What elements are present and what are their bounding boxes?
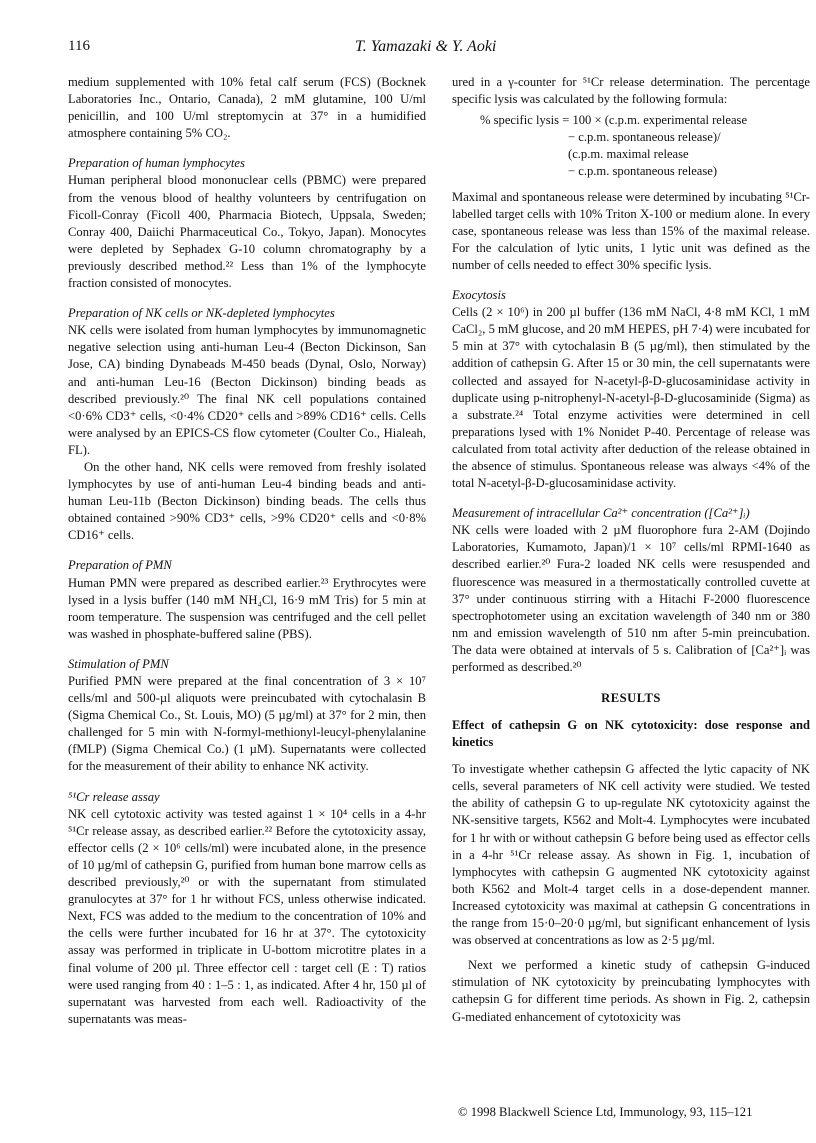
- heading-pmn: Preparation of PMN: [68, 558, 172, 573]
- paragraph-maximal-release: Maximal and spontaneous release were determined by incubating ⁵¹Cr-labelled target cells with 10% Triton X-100 or medium alone. In every case, spontaneous release was less than 15% of the maximal release. For the calculation of lytic units, 1 lytic unit was defined as the number of cells needed to effect 30% specific lysis.: [452, 189, 810, 272]
- paragraph-intro: medium supplemented with 10% fetal calf serum (FCS) (Bocknek Laboratories Inc., Ontario, Canada), 2 mM glutamine, 100 U/ml penicillin, and 100 U/ml streptomycin at 37° in a humidified atmosphere containing 5% CO₂.: [68, 75, 426, 141]
- page-number: 116: [68, 38, 90, 54]
- paragraph-exocytosis: Cells (2 × 10⁶) in 200 µl buffer (136 mM NaCl, 4·8 mM KCl, 1 mM CaCl₂, 5 mM glucose, and 20 mM HEPES, pH 7·4) were incubated for 5 min at 37° with cytochalasin B (5 µg/ml), then stimulated by the addition of cathepsin G. After 15 or 30 min, the cell supernatants were collected and assayed for N-acetyl-β-D-glucosaminidase activity in duplicate using p-nitrophenyl-N-acetyl-β-D-glucosaminide (Sigma) as a substrate.²⁴ Total enzyme activities were determined in cell preparations lysed with 1% Nonidet P-40. Percentage of release was calculated from total activity after deduction of the release obtained in the absence of stimulus. Spontaneous release was always <4% of the total N-acetyl-β-D-glucosaminidase activity.: [452, 305, 811, 491]
- heading-results: RESULTS: [601, 691, 661, 706]
- lysis-formula: [452, 112, 810, 180]
- paragraph-cr-release: NK cell cytotoxic activity was tested against 1 × 10⁴ cells in a 4-hr ⁵¹Cr release assay, as described earlier.²² Before the cytotoxicity assay, effector cells (2 × 10⁶ cells/ml) were incubated alone, in the presence of 10 µg/ml of cathepsin G, purified from human bone marrow cells as described previously,²⁰ or with the supernatant from stimulated granulocytes at 37° for 1 hr without FCS, unless otherwise indicated. Next, FCS was added to the medium to the concentration of 10% and the cells were further incubated for 16 hr at 37°. The cytotoxicity assay was performed in triplicate in U-bottom microtitre plates in a final volume of 200 µl. Three effector cell : target cell (E : T) ratios were used ranging from 40 : 1–5 : 1, as indicated. After 4 hr, 150 µl of supernatant was harvested from each well. Radioactivity of the supernatants was meas-: [68, 806, 426, 1026]
- paragraph-cr-continued: ured in a γ-counter for ⁵¹Cr release determination. The percentage specific lysis was calculated by the following formula:: [452, 75, 810, 107]
- formula-line: − c.p.m. spontaneous release)/: [568, 130, 721, 145]
- right-column: [452, 74, 810, 1026]
- heading-stimulation: Stimulation of PMN: [68, 656, 169, 671]
- heading-calcium: Measurement of intracellular Ca²⁺ concentration ([Ca²⁺]ᵢ): [452, 506, 750, 521]
- heading-nk-cells: Preparation of NK cells or NK-depleted lymphocytes: [68, 306, 335, 321]
- paragraph-lymphocytes: Human peripheral blood mononuclear cells (PBMC) were prepared from the venous blood of healthy volunteers by centrifugation on Ficoll-Conray (Ficoll 400, Pharmacia Biotech, Uppsala, Sweden; Conray 400, Daiichi Pharmaceutical Co., Tokyo, Japan). Monocytes were depleted by Sephadex G-10 column chromatography by a previously described method.²² Less than 1% of the lymphocyte fraction consisted of monocytes.: [68, 173, 426, 291]
- heading-exocytosis: Exocytosis: [452, 288, 506, 303]
- left-column: [68, 74, 426, 1028]
- formula-line: − c.p.m. spontaneous release): [568, 164, 718, 179]
- heading-lymphocytes: Preparation of human lymphocytes: [68, 156, 245, 171]
- paragraph-results-2: Next we performed a kinetic study of cathepsin G-induced stimulation of NK cytotoxicity by preincubating lymphocytes with cathepsin G for different time periods. As shown in Fig. 2, cathepsin G-mediated enhancement of cytotoxicity was: [452, 958, 810, 1024]
- paragraph-pmn: Human PMN were prepared as described earlier.²³ Erythrocytes were lysed in a lysis buffer (140 mM NH₄Cl, 16·9 mM Tris) for 5 min at room temperature. The suspension was centrifuged and the cell pellet was washed in phosphate-buffered saline (PBS).: [68, 575, 426, 641]
- formula-line: % specific lysis = 100 × (c.p.m. experimental release: [480, 113, 748, 128]
- paragraph-stimulation: Purified PMN were prepared at the final concentration of 3 × 10⁷ cells/ml and 500-µl aliquots were preincubated with cytochalasin B (Sigma Chemical Co., St. Louis, MO) (5 µg/ml) at 37° for 2 min, then challenged for 5 min with N-formyl-methionyl-leucyl-phenylalanine (fMLP) (Sigma Chemical Co.) (1 µM). Supernatants were collected for the measurement of their ability to enhance NK activity.: [68, 674, 426, 774]
- paragraph-calcium: NK cells were loaded with 2 µM fluorophore fura 2-AM (Dojindo Laboratories, Kumamoto, Japan)/1 × 10⁷ cells/ml RPMI-1640 as described earlier.²⁰ Fura-2 loaded NK cells were resuspended and fluorescence was measured in a thermostatically controlled cuvette at 37° under continuous stirring with a Hitachi F-2000 fluorescence spectrophotometer using an excitation wavelength of 340 nm or 380 nm and emission wavelength of 510 nm after 5-min preincubation. The data were obtained at intervals of 5 s. Calibration of [Ca²⁺]ᵢ was performed as described.²⁰: [452, 523, 810, 674]
- heading-cathepsin-effect: Effect of cathepsin G on NK cytotoxicity: dose response and kinetics: [452, 718, 810, 750]
- running-head: T. Yamazaki & Y. Aoki: [355, 38, 497, 55]
- copyright-footer: © 1998 Blackwell Science Ltd, Immunology, 93, 115–121: [458, 1105, 753, 1119]
- paragraph-nk-cells-1: NK cells were isolated from human lymphocytes by immunomagnetic negative selection using anti-human Leu-4 (Becton Dickinson, San Jose, CA) binding Dynabeads M-450 beads (Dynal, Oslo, Norway) and anti-human Leu-16 (Becton Dickinson) binding beads as described previously.²⁰ The final NK cell populations contained <0·6% CD3⁺ cells, <0·4% CD20⁺ cells and >89% CD16⁺ cells. Cells were analysed by an EPICS-CS flow cytometer (Coulter Co., Hialeah, FL).: [68, 323, 426, 457]
- heading-cr-release: ⁵¹Cr release assay: [68, 789, 160, 804]
- paragraph-nk-cells-2: On the other hand, NK cells were removed from freshly isolated lymphocytes by use of anti-human Leu-4 binding beads and anti-human Leu-11b (Becton Dickinson) binding beads. The cells thus obtained contained >90% CD3⁺ cells, >9% CD20⁺ cells and <0·8% CD16⁺ cells.: [68, 459, 426, 543]
- paragraph-results-1: To investigate whether cathepsin G affected the lytic capacity of NK cells, several parameters of NK cell activity were studied. We tested the ability of cathepsin G to up-regulate NK cytotoxicity against the NK-sensitive targets, K562 and Molt-4. Lymphocytes were incubated for 1 hr with or without cathepsin G before being used as effector cells in a 4-hr ⁵¹Cr release assay. As shown in Fig. 1, incubation of lymphocytes with cathepsin G augmented NK cytotoxicity against both K562 and Molt-4 target cells in a dose-dependent manner. Increased cytotoxicity was maximal at cathepsin G concentrations in the range from 15·0–20·0 µg/ml, but significant enhancement of lysis was observed at concentrations as low as 2·5 µg/ml.: [452, 762, 810, 948]
- page-header: [68, 38, 756, 62]
- formula-line: (c.p.m. maximal release: [568, 147, 689, 162]
